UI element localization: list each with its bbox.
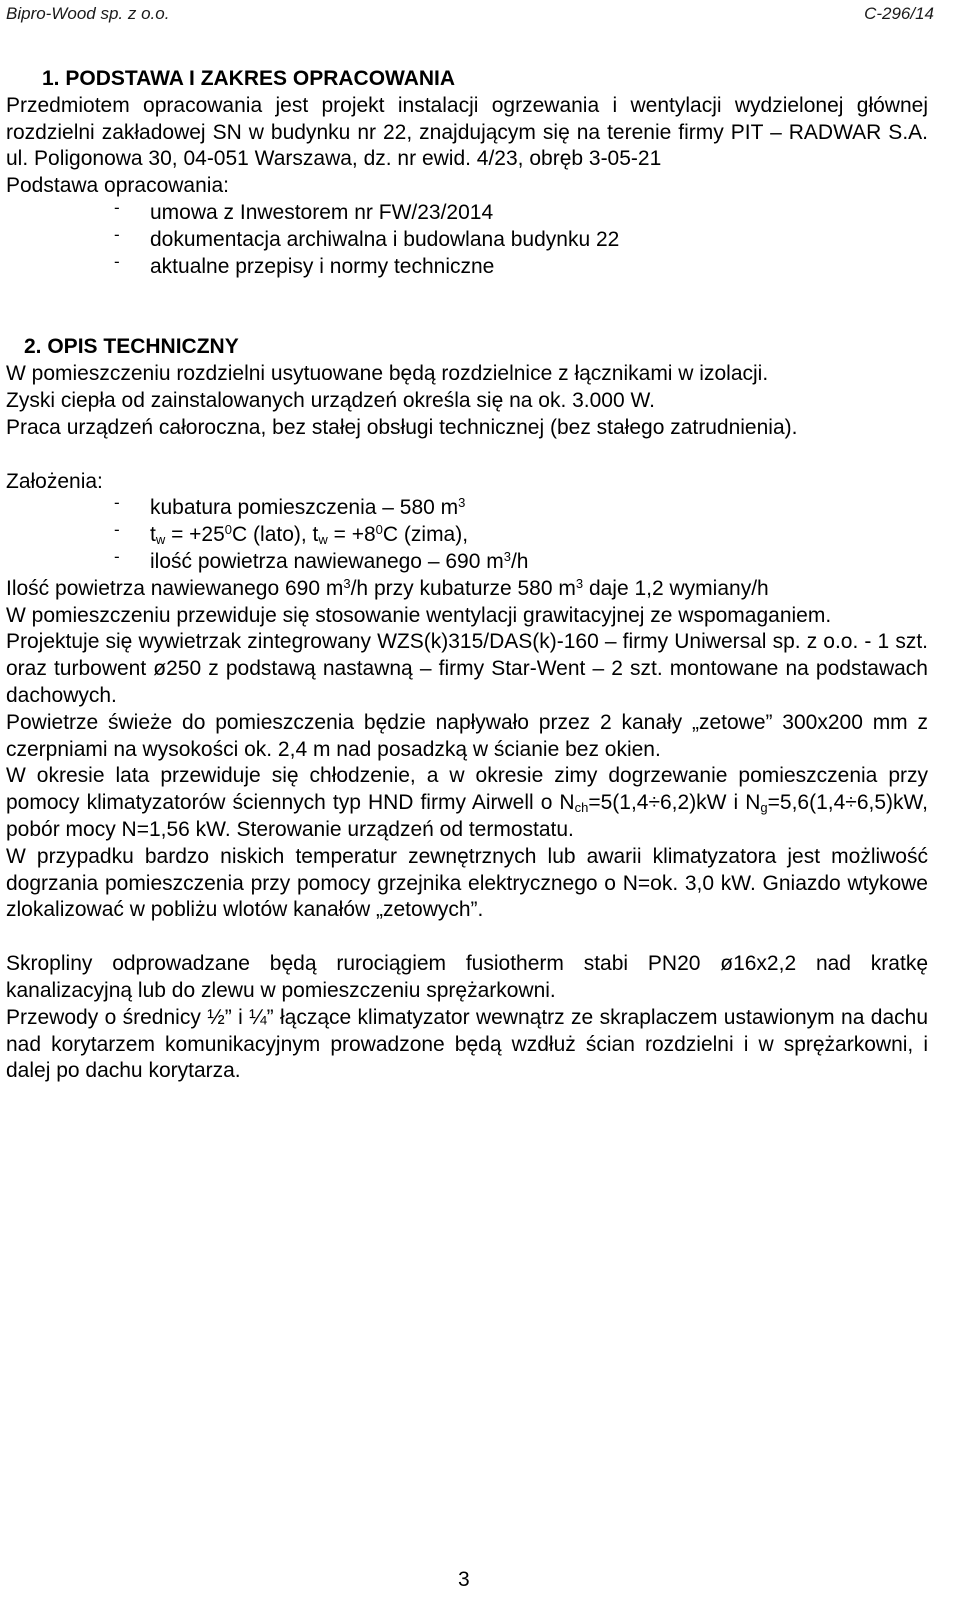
paragraph: W pomieszczeniu rozdzielni usytuowane będą rozdzielnice z łącznikami w izolacji. xyxy=(6,362,769,386)
list-item: - kubatura pomieszczenia – 580 $m^3$ xyxy=(6,495,928,522)
basis-label: Podstawa opracowania: xyxy=(6,174,229,198)
list-dash: - xyxy=(114,251,120,271)
list-item: - ilość powietrza nawiewanego – 690 $m^3/h$ xyxy=(6,549,928,576)
list-dash: - xyxy=(114,197,120,217)
ventilation-paragraph: W pomieszczeniu przewiduje się stosowanie wentylacji grawitacyjnej ze wspomaganiem. xyxy=(6,603,832,627)
section-1-title: 1. PODSTAWA I ZAKRES OPRACOWANIA xyxy=(42,67,456,90)
page-number: 3 xyxy=(458,1568,470,1591)
list-dash: - xyxy=(114,493,120,513)
company-name: Bipro-Wood sp. z o.o. xyxy=(6,4,170,23)
condensate-paragraph: Skropliny odprowadzane będą rurociągiem fusiotherm stabi PN20 ø16x2,2 nad kratkę kanalizacyjną lub do zlewu w pomieszczeniu sprężarkowni. xyxy=(6,952,928,1002)
basis-list xyxy=(6,197,928,280)
assumptions-list xyxy=(6,495,928,575)
list-item: - $t_w = +25^0C$ (lato), $t_w = +8^0C$ (zima), xyxy=(6,522,928,549)
list-dash: - xyxy=(114,546,120,566)
document-body xyxy=(6,66,928,1085)
fresh-air-paragraph: Powietrze świeże do pomieszczenia będzie napływało przez 2 kanały „zetowe” 300x200 mm z czerpniami na wysokości ok. 2,4 m nad posadzką w ścianie bez okien. xyxy=(6,710,928,761)
paragraph: Zyski ciepła od zainstalowanych urządzeń określa się na ok. 3.000 W. xyxy=(6,388,656,412)
air-volume-paragraph: Ilość powietrza nawiewanego 690 $m^3/h$ przy kubaturze 580 $m^3$ daje 1,2 wymiany/h xyxy=(6,575,769,600)
list-item: - dokumentacja archiwalna i budowlana budynku 22 xyxy=(6,227,928,254)
section-2-title: 2. OPIS TECHNICZNY xyxy=(24,335,239,359)
document-code: C-296/14 xyxy=(864,4,934,23)
list-dash: - xyxy=(114,224,120,244)
paragraph: Praca urządzeń całoroczna, bez stałej obsługi technicznej (bez stałego zatrudnienia). xyxy=(6,415,798,439)
ventilator-paragraph: Projektuje się wywietrzak zintegrowany WZS(k)315/DAS(k)-160 – firmy Uniwersal sp. z o.o. - 1 szt. oraz turbowent ø250 z podstawą nastawną – firmy Star-Went – 2 szt. montowane na podstawach dachowych. xyxy=(6,630,928,707)
page-header xyxy=(6,4,934,34)
cooling-paragraph: W okresie lata przewiduje się chłodzenie, a w okresie zimy dogrzewanie pomieszczenia przy pomocy klimatyzatorów ściennych typ HND firmy Airwell o $N_{ch}=5(1,4\div 6,2)kW$ i $N_g=5,6(1,4\div 6,5)kW$, pobór mocy N=1,56 kW. Sterowanie urządzeń od termostatu. xyxy=(6,764,929,841)
section-1-intro: Przedmiotem opracowania jest projekt instalacji ogrzewania i wentylacji wydzielonej głównej rozdzielni zakładowej SN w budynku nr 22, znajdującym się na terenie firmy PIT – RADWAR S.A. ul. Poligonowa 30, 04-051 Warszawa, dz. nr ewid. 4/23, obręb 3-05-21 xyxy=(6,93,928,171)
list-item: - umowa z Inwestorem nr FW/23/2014 xyxy=(6,200,928,227)
list-dash: - xyxy=(114,520,120,540)
assumptions-label: Założenia: xyxy=(6,469,103,493)
list-item: - aktualne przepisy i normy techniczne xyxy=(6,254,928,281)
heating-paragraph: W przypadku bardzo niskich temperatur zewnętrznych lub awarii klimatyzatora jest możliwość dogrzania pomieszczenia przy pomocy grzejnika elektrycznego o N=ok. 3,0 kW. Gniazdo wtykowe zlokalizować w pobliżu wlotów kanałów „zetowych”. xyxy=(6,844,928,922)
wiring-paragraph: Przewody o średnicy ½” i ¼” łączące klimatyzator wewnątrz ze skraplaczem ustawionym na dachu nad korytarzem komunikacyjnym prowadzone będą wzdłuż ścian rozdzielni i w sprężarkowni, i dalej po dachu korytarza. xyxy=(6,1005,928,1083)
